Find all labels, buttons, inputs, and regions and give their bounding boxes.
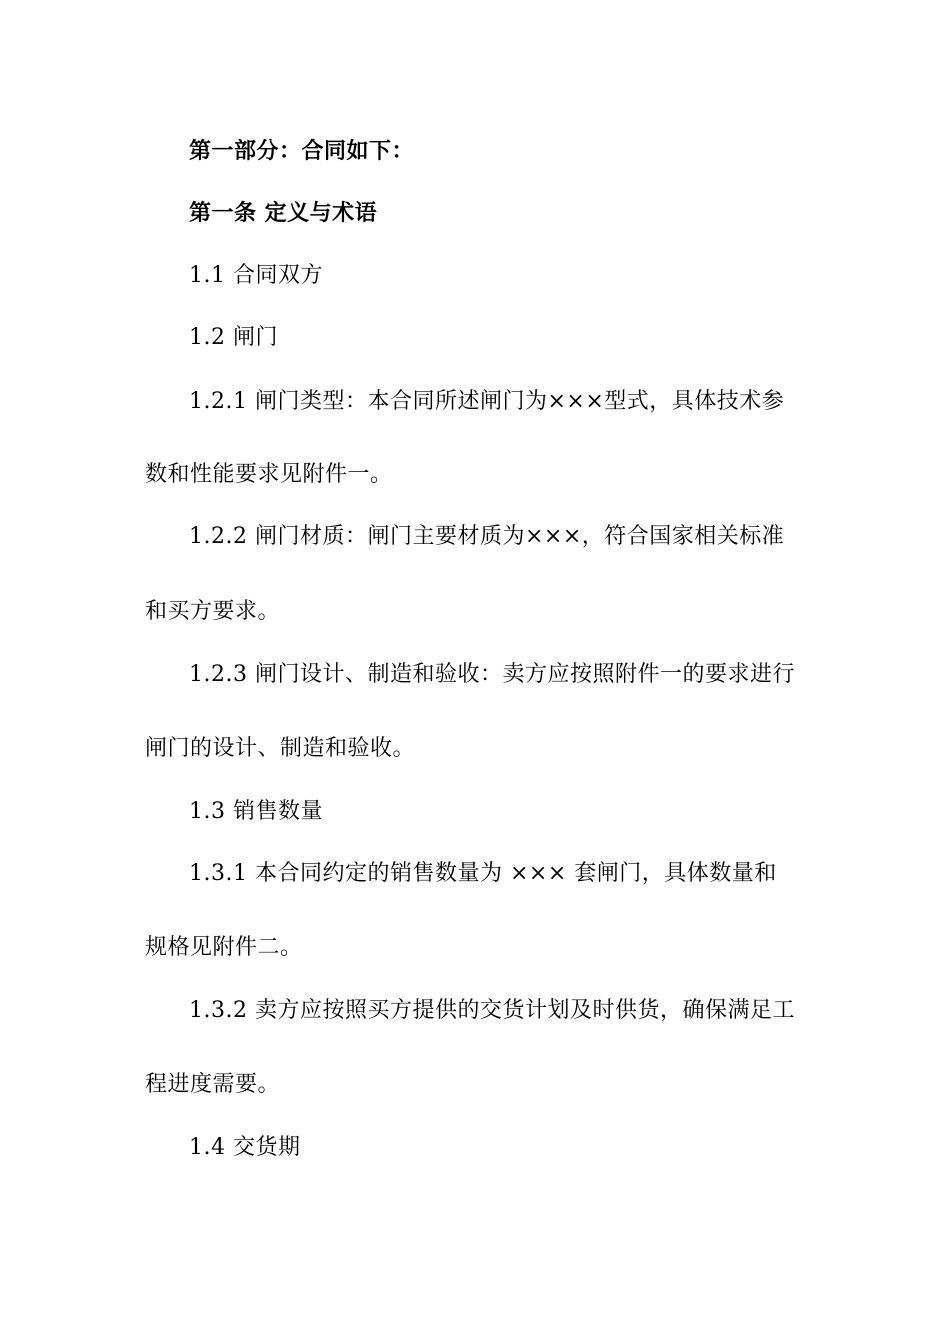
article-heading: 第一条 定义与术语 — [189, 201, 378, 226]
clause-1-1: 1.1 合同双方 — [189, 263, 323, 288]
clause-1-3-2: 1.3.2 卖方应按照买方提供的交货计划及时供货，确保满足工 — [189, 998, 795, 1023]
clause-1-4: 1.4 交货期 — [189, 1135, 301, 1160]
clause-1-3: 1.3 销售数量 — [189, 799, 323, 824]
clause-1-2-3: 1.2.3 闸门设计、制造和验收：卖方应按照附件一的要求进行 — [189, 662, 795, 687]
clause-1-2-2: 1.2.2 闸门材质：闸门主要材质为×××，符合国家相关标准 — [189, 524, 785, 549]
clause-1-2-3-continued: 闸门的设计、制造和验收。 — [145, 736, 416, 761]
clause-1-3-2-continued: 程进度需要。 — [145, 1072, 281, 1097]
part-heading: 第一部分：合同如下： — [189, 139, 415, 164]
clause-1-2-1: 1.2.1 闸门类型：本合同所述闸门为×××型式，具体技术参 — [189, 389, 785, 414]
clause-1-2-2-continued: 和买方要求。 — [145, 599, 281, 624]
clause-1-2-1-continued: 数和性能要求见附件一。 — [145, 462, 393, 487]
clause-1-3-1: 1.3.1 本合同约定的销售数量为 ××× 套闸门，具体数量和 — [189, 861, 777, 886]
clause-1-2: 1.2 闸门 — [189, 325, 278, 350]
clause-1-3-1-continued: 规格见附件二。 — [145, 935, 303, 960]
